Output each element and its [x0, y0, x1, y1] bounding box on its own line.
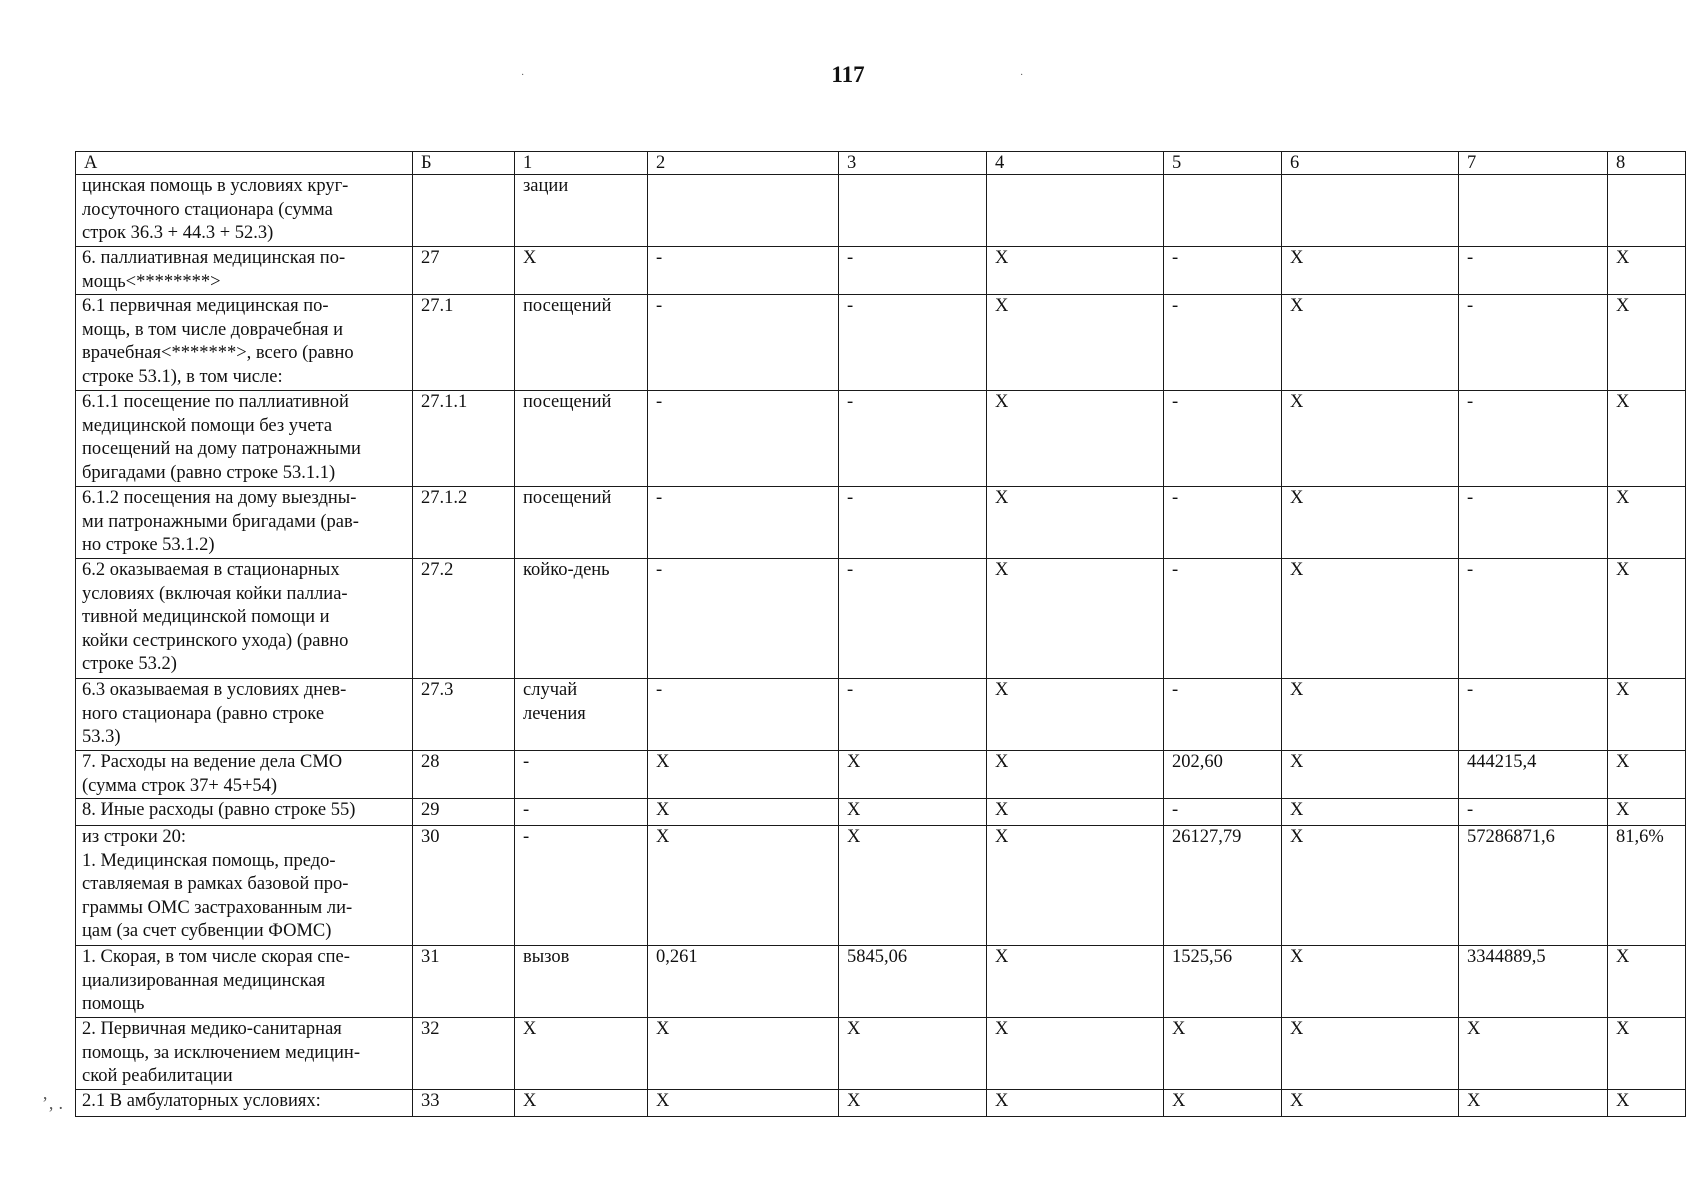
- column-header: Б: [413, 152, 515, 175]
- table-cell: из строки 20: 1. Медицинская помощь, предо- ставляемая в рамках базовой про- граммы ОМС застрахованным ли- цам (за счет субвенции ФОМС): [76, 826, 413, 946]
- table-cell: -: [1459, 487, 1608, 559]
- table-header: [76, 152, 1686, 175]
- table-cell: 1525,56: [1164, 946, 1282, 1018]
- table-cell: 28: [413, 751, 515, 799]
- table-cell: Х: [1164, 1090, 1282, 1117]
- table-cell: Х: [1459, 1090, 1608, 1117]
- table-cell: -: [648, 679, 839, 751]
- column-header: 1: [515, 152, 648, 175]
- table-row: [76, 751, 1686, 799]
- table-cell: Х: [1282, 391, 1459, 487]
- table-cell: -: [1459, 799, 1608, 826]
- table-cell: Х: [1282, 751, 1459, 799]
- table-cell: Х: [1608, 679, 1686, 751]
- table-cell: [987, 175, 1164, 247]
- table-cell: Х: [648, 1018, 839, 1090]
- table-row: [76, 679, 1686, 751]
- table-cell: Х: [1608, 559, 1686, 679]
- table-cell: Х: [1282, 946, 1459, 1018]
- table-cell: Х: [1282, 1018, 1459, 1090]
- table-cell: Х: [987, 1090, 1164, 1117]
- table-cell: -: [1459, 679, 1608, 751]
- table-cell: Х: [1282, 1090, 1459, 1117]
- table-row: [76, 826, 1686, 946]
- table-cell: Х: [1164, 1018, 1282, 1090]
- table-cell: -: [515, 826, 648, 946]
- column-header: 4: [987, 152, 1164, 175]
- table-cell: -: [839, 295, 987, 391]
- scan-speck: ·: [521, 70, 525, 81]
- table-cell: Х: [1608, 391, 1686, 487]
- table-cell: -: [1164, 247, 1282, 295]
- table-cell: Х: [1608, 1090, 1686, 1117]
- table-cell: 0,261: [648, 946, 839, 1018]
- table-cell: -: [515, 799, 648, 826]
- table-cell: Х: [839, 751, 987, 799]
- table-cell: 6.1 первичная медицинская по- мощь, в том числе доврачебная и врачебная<*******>, всего (равно строке 53.1), в том числе:: [76, 295, 413, 391]
- table-cell: -: [648, 559, 839, 679]
- table-cell: Х: [1282, 487, 1459, 559]
- table-cell: Х: [987, 946, 1164, 1018]
- table-cell: 7. Расходы на ведение дела СМО (сумма строк 37+ 45+54): [76, 751, 413, 799]
- data-table: [75, 151, 1686, 1117]
- table-cell: Х: [839, 1018, 987, 1090]
- table-cell: вызов: [515, 946, 648, 1018]
- table-cell: -: [839, 247, 987, 295]
- column-header: 2: [648, 152, 839, 175]
- table-cell: Х: [1459, 1018, 1608, 1090]
- table-cell: Х: [1608, 487, 1686, 559]
- table-cell: Х: [515, 1090, 648, 1117]
- table-cell: посещений: [515, 295, 648, 391]
- table-cell: Х: [1282, 559, 1459, 679]
- table-cell: 57286871,6: [1459, 826, 1608, 946]
- table-cell: Х: [987, 679, 1164, 751]
- table-cell: 26127,79: [1164, 826, 1282, 946]
- table-cell: койко-день: [515, 559, 648, 679]
- table-cell: посещений: [515, 487, 648, 559]
- table-cell: Х: [1608, 751, 1686, 799]
- table-cell: 3344889,5: [1459, 946, 1608, 1018]
- table-cell: 81,6%: [1608, 826, 1686, 946]
- table-cell: 1. Скорая, в том числе скорая спе- циализированная медицинская помощь: [76, 946, 413, 1018]
- table-cell: Х: [987, 487, 1164, 559]
- table-cell: -: [1164, 559, 1282, 679]
- table-cell: 27.3: [413, 679, 515, 751]
- table-cell: Х: [1608, 295, 1686, 391]
- table-cell: Х: [987, 799, 1164, 826]
- table-row: [76, 1018, 1686, 1090]
- table-cell: Х: [648, 751, 839, 799]
- table-cell: Х: [648, 799, 839, 826]
- table-cell: Х: [1282, 799, 1459, 826]
- table-cell: Х: [1282, 247, 1459, 295]
- table-cell: -: [839, 679, 987, 751]
- table-cell: Х: [987, 391, 1164, 487]
- table-cell: 6. паллиативная медицинская по- мощь<********>: [76, 247, 413, 295]
- table-cell: 31: [413, 946, 515, 1018]
- table-row: [76, 295, 1686, 391]
- table-row: [76, 247, 1686, 295]
- table-cell: -: [648, 487, 839, 559]
- table-row: [76, 1090, 1686, 1117]
- column-header: 5: [1164, 152, 1282, 175]
- table-cell: 6.1.2 посещения на дому выездны- ми патронажными бригадами (рав- но строке 53.1.2): [76, 487, 413, 559]
- table-cell: -: [1164, 487, 1282, 559]
- table-cell: 5845,06: [839, 946, 987, 1018]
- scan-speck: ʼ‚ .: [42, 1093, 63, 1113]
- table-cell: -: [1164, 799, 1282, 826]
- table-cell: -: [648, 391, 839, 487]
- table-cell: Х: [839, 799, 987, 826]
- table-row: [76, 175, 1686, 247]
- table-cell: Х: [987, 751, 1164, 799]
- table-cell: случай лечения: [515, 679, 648, 751]
- table-cell: 8. Иные расходы (равно строке 55): [76, 799, 413, 826]
- table-cell: [1282, 175, 1459, 247]
- table-cell: [1459, 175, 1608, 247]
- table-cell: [413, 175, 515, 247]
- table-cell: Х: [987, 559, 1164, 679]
- column-header: 3: [839, 152, 987, 175]
- column-header: 6: [1282, 152, 1459, 175]
- table-cell: -: [1459, 247, 1608, 295]
- table-cell: [648, 175, 839, 247]
- table-cell: -: [515, 751, 648, 799]
- table-cell: Х: [515, 247, 648, 295]
- table-cell: Х: [1282, 679, 1459, 751]
- table-row: [76, 799, 1686, 826]
- table-cell: -: [1164, 391, 1282, 487]
- table-header-row: [76, 152, 1686, 175]
- column-header: 8: [1608, 152, 1686, 175]
- table-cell: Х: [648, 826, 839, 946]
- table-cell: Х: [1282, 826, 1459, 946]
- table-cell: Х: [1608, 799, 1686, 826]
- column-header: А: [76, 152, 413, 175]
- column-header: 7: [1459, 152, 1608, 175]
- table-cell: Х: [1282, 295, 1459, 391]
- table-cell: 32: [413, 1018, 515, 1090]
- table-cell: -: [648, 295, 839, 391]
- table-cell: -: [1164, 295, 1282, 391]
- scan-speck: ·: [1020, 70, 1024, 81]
- page-number: 117: [831, 62, 865, 87]
- table-cell: 27.1.2: [413, 487, 515, 559]
- table-cell: посещений: [515, 391, 648, 487]
- table-cell: 6.1.1 посещение по паллиативной медицинской помощи без учета посещений на дому патронажными бригадами (равно строке 53.1.1): [76, 391, 413, 487]
- table-cell: Х: [648, 1090, 839, 1117]
- table-cell: -: [648, 247, 839, 295]
- table-cell: Х: [987, 247, 1164, 295]
- table-cell: 202,60: [1164, 751, 1282, 799]
- table-cell: Х: [1608, 1018, 1686, 1090]
- table-cell: -: [1459, 559, 1608, 679]
- table-row: [76, 487, 1686, 559]
- table-cell: -: [1164, 679, 1282, 751]
- table-cell: 6.2 оказываемая в стационарных условиях (включая койки паллиа- тивной медицинской помощи и койки сестринского ухода) (равно строке 53.2): [76, 559, 413, 679]
- table-cell: [839, 175, 987, 247]
- table-cell: [1608, 175, 1686, 247]
- table-cell: -: [1459, 295, 1608, 391]
- table-cell: 27.1: [413, 295, 515, 391]
- table-cell: 27: [413, 247, 515, 295]
- table-row: [76, 391, 1686, 487]
- table-cell: Х: [515, 1018, 648, 1090]
- table-cell: Х: [1608, 946, 1686, 1018]
- table-cell: [1164, 175, 1282, 247]
- table-cell: 2.1 В амбулаторных условиях:: [76, 1090, 413, 1117]
- table-cell: Х: [987, 295, 1164, 391]
- table-cell: -: [839, 391, 987, 487]
- table-cell: Х: [987, 826, 1164, 946]
- table-cell: 444215,4: [1459, 751, 1608, 799]
- table-cell: 27.1.1: [413, 391, 515, 487]
- table-cell: -: [839, 559, 987, 679]
- table-cell: зации: [515, 175, 648, 247]
- table-cell: Х: [987, 1018, 1164, 1090]
- table-row: [76, 946, 1686, 1018]
- table-cell: 2. Первичная медико-санитарная помощь, за исключением медицин- ской реабилитации: [76, 1018, 413, 1090]
- table-cell: 29: [413, 799, 515, 826]
- table-cell: цинская помощь в условиях круг- лосуточного стационара (сумма строк 36.3 + 44.3 + 52.3): [76, 175, 413, 247]
- table-cell: 27.2: [413, 559, 515, 679]
- table-cell: Х: [839, 826, 987, 946]
- table-cell: 6.3 оказываемая в условиях днев- ного стационара (равно строке 53.3): [76, 679, 413, 751]
- table-cell: Х: [839, 1090, 987, 1117]
- table-cell: 33: [413, 1090, 515, 1117]
- table-cell: -: [1459, 391, 1608, 487]
- table-cell: Х: [1608, 247, 1686, 295]
- table-row: [76, 559, 1686, 679]
- table-cell: -: [839, 487, 987, 559]
- table-cell: 30: [413, 826, 515, 946]
- table-body: [76, 175, 1686, 1117]
